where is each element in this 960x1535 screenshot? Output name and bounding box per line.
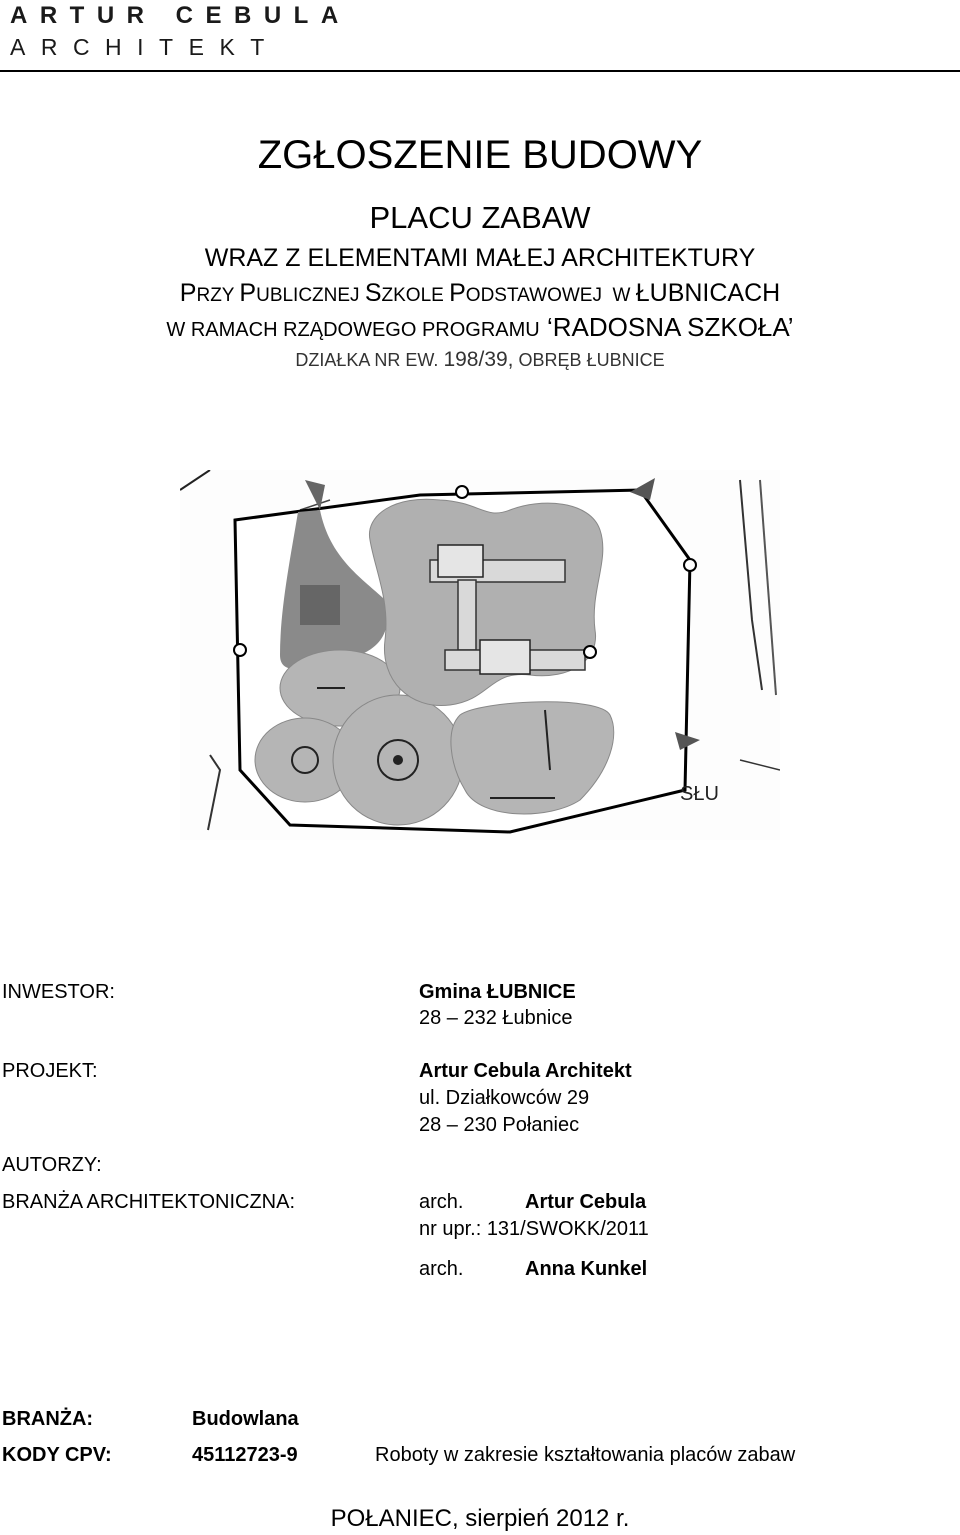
- investor-address: 28 – 232 Łubnice: [419, 1007, 573, 1029]
- street-label: SŁU: [680, 783, 719, 805]
- logo-name: ARTUR CEBULA: [10, 2, 351, 29]
- title-line-program: [0, 312, 960, 343]
- investor-name: Gmina ŁUBNICE: [419, 981, 576, 1003]
- title-line-school: PRZY PUBLICZNEJ SZKOLE PODSTAWOWEJ W ŁUBNICACH: [179, 279, 781, 307]
- branch-label: BRANŻA:: [2, 1408, 94, 1430]
- authors-label: AUTORZY:: [2, 1154, 102, 1176]
- author1-name: Artur Cebula: [525, 1191, 647, 1213]
- author2-name: Anna Kunkel: [525, 1258, 648, 1280]
- project-city: 28 – 230 Połaniec: [419, 1114, 580, 1136]
- project-name: Artur Cebula Architekt: [419, 1060, 632, 1082]
- document-subtitle: PLACU ZABAW: [369, 200, 591, 235]
- cpv-description: Roboty w zakresie kształtowania placów zabaw: [375, 1444, 796, 1466]
- logo-role: ARCHITEKT: [10, 34, 280, 60]
- cpv-label: KODY CPV:: [2, 1444, 112, 1466]
- project-street: ul. Działkowców 29: [419, 1087, 590, 1109]
- plot-number: 198/39,: [443, 348, 514, 371]
- title-line-elements: WRAZ Z ELEMENTAMI MAŁEJ ARCHITEKTURY: [204, 244, 756, 272]
- plot-prefix: DZIAŁKA NR EW.: [295, 350, 439, 370]
- branch-value: Budowlana: [192, 1408, 299, 1430]
- program-prefix: W RAMACH RZĄDOWEGO PROGRAMU: [166, 319, 540, 341]
- investor-label: INWESTOR:: [2, 981, 115, 1003]
- header-rule: [0, 70, 960, 72]
- program-name: ‘RADOSNA SZKOŁA’: [546, 312, 794, 342]
- title-line-plot: [0, 348, 960, 372]
- document-title: ZGŁOSZENIE BUDOWY: [257, 133, 703, 177]
- author1-prefix: arch.: [419, 1191, 464, 1213]
- plot-precinct: OBRĘB ŁUBNICE: [518, 350, 665, 370]
- cpv-code: 45112723-9: [192, 1444, 298, 1466]
- branch-architectural-label: BRANŻA ARCHITEKTONICZNA:: [2, 1191, 296, 1213]
- site-plan-drawing: [180, 470, 780, 840]
- project-label: PROJEKT:: [2, 1060, 98, 1082]
- author1-license: nr upr.: 131/SWOKK/2011: [419, 1218, 649, 1240]
- author2-prefix: arch.: [419, 1258, 464, 1280]
- place-date: POŁANIEC, sierpień 2012 r.: [330, 1505, 630, 1532]
